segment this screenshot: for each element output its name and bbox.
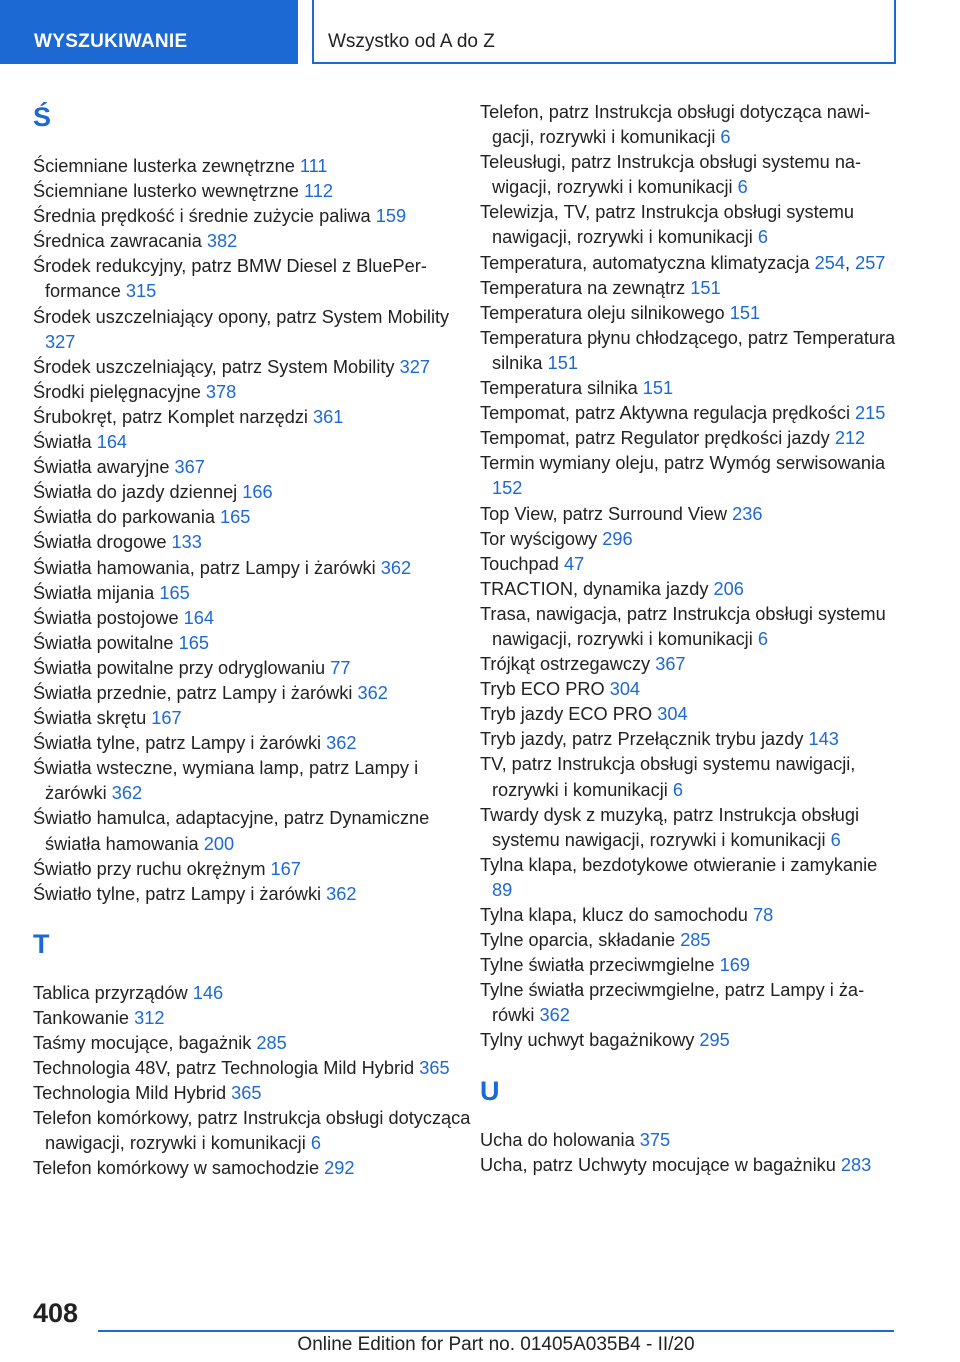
- index-entry-text: Tempomat, patrz Aktywna regulacja prędkości: [480, 403, 850, 424]
- index-entry-text: Temperatura oleju silnikowego: [480, 302, 725, 323]
- index-entry: [33, 505, 473, 530]
- page-reference-link[interactable]: 362: [111, 783, 143, 804]
- page-reference-link[interactable]: 236: [732, 503, 763, 524]
- page-reference-link[interactable]: 296: [602, 528, 633, 549]
- index-entry: [33, 806, 473, 856]
- index-entry-text: Śrubokręt, patrz Komplet narzędzi: [33, 406, 308, 427]
- section-tab[interactable]: WYSZUKIWANIE: [0, 0, 298, 64]
- index-entry: [480, 150, 900, 200]
- index-entry-text: Światło hamulca, adaptacyjne, patrz Dynamiczne światła hamowania: [33, 808, 430, 854]
- index-entry: [33, 882, 473, 907]
- index-entry-text: Światła awaryjne: [33, 457, 170, 478]
- index-entry-text: Technologia 48V, patrz Technologia Mild Hybrid: [33, 1058, 415, 1079]
- page-reference-link[interactable]: 257: [855, 252, 886, 273]
- page-reference-link[interactable]: 112: [303, 181, 333, 202]
- index-entry-text: Światła do jazdy dziennej: [33, 482, 238, 503]
- index-entry: [480, 652, 900, 677]
- index-entry: [480, 527, 900, 552]
- index-entry-text: Temperatura płynu chłodzącego, patrz Temperatura silnika: [480, 327, 896, 373]
- index-entry-text: Termin wymiany oleju, patrz Wymóg serwisowania: [480, 453, 886, 474]
- index-entry-text: Twardy dysk z muzyką, patrz Instrukcja obsługi systemu nawigacji, rozrywki i komunikacji: [480, 804, 860, 850]
- page-reference-link[interactable]: 89: [492, 879, 513, 900]
- page-reference-link[interactable]: 362: [357, 682, 388, 703]
- page-reference-link[interactable]: 152: [492, 478, 523, 499]
- index-entry: [480, 702, 900, 727]
- index-entry-text: Światła postojowe: [33, 607, 179, 628]
- index-entry-text: TV, patrz Instrukcja obsługi systemu nawigacji, rozrywki i komunikacji: [480, 754, 856, 800]
- index-entry: [33, 1056, 473, 1081]
- index-entry-text: Tankowanie: [33, 1007, 130, 1028]
- index-entry: [480, 326, 900, 376]
- index-entry: [33, 981, 473, 1006]
- index-entry: [480, 276, 900, 301]
- index-entry-text: Tor wyścigowy: [480, 528, 598, 549]
- index-column-left: [33, 100, 473, 1182]
- index-entry-text: Światła mijania: [33, 582, 155, 603]
- page-reference-link[interactable]: 6: [310, 1133, 321, 1154]
- index-entry-text: Środek uszczelniający opony, patrz System Mobility: [33, 306, 450, 327]
- index-entry-text: Telefon, patrz Instrukcja obsługi dotycząca nawigacji, rozrywki i komunikacji: [480, 102, 871, 148]
- page-reference-link[interactable]: 375: [639, 1129, 671, 1150]
- index-entry: [480, 426, 900, 451]
- index-entry: [33, 480, 473, 505]
- page-reference-link[interactable]: 143: [808, 729, 839, 750]
- index-entry: [33, 204, 473, 229]
- page-title: Wszystko od A do Z: [312, 0, 896, 64]
- index-entry-text: Ucha, patrz Uchwyty mocujące w bagażniku: [480, 1154, 836, 1175]
- page-reference-link[interactable]: 361: [313, 406, 344, 427]
- page-reference-link[interactable]: 295: [699, 1030, 730, 1051]
- page-reference-link[interactable]: 285: [256, 1033, 287, 1053]
- index-entry: [33, 1081, 473, 1106]
- index-column-right: [480, 100, 900, 1178]
- index-entry-text: Temperatura silnika: [480, 378, 638, 399]
- page-reference-link[interactable]: 146: [192, 982, 224, 1003]
- page-reference-link[interactable]: 6: [830, 829, 841, 850]
- page-reference-link[interactable]: 165: [220, 507, 251, 528]
- page-number: 408: [33, 1298, 79, 1328]
- index-entry: [33, 556, 473, 581]
- index-entry-text: Światła: [33, 432, 92, 453]
- page-reference-link[interactable]: 285: [680, 930, 711, 951]
- page-reference-link[interactable]: 111: [299, 156, 328, 176]
- index-entry-text: Trójkąt ostrzegawczy: [480, 654, 651, 675]
- page-reference-link[interactable]: 283: [840, 1154, 872, 1175]
- page-reference-link[interactable]: 312: [134, 1007, 165, 1028]
- edition-footer: Online Edition for Part no. 01405A035B4 - II/20: [297, 1334, 695, 1355]
- index-entry: [480, 552, 900, 577]
- index-entry: [480, 451, 900, 501]
- index-entry: [33, 731, 473, 756]
- index-entry-text: Telefon komórkowy w samochodzie: [33, 1158, 320, 1179]
- index-entry: [33, 380, 473, 405]
- index-entry-text: TRACTION, dynamika jazdy: [480, 578, 709, 599]
- index-entry: [480, 978, 900, 1028]
- index-entry: [33, 1106, 473, 1156]
- index-entry: [33, 681, 473, 706]
- index-entry: [480, 752, 900, 802]
- index-entry-text: Światła skrętu: [33, 708, 147, 729]
- index-entry: [480, 727, 900, 752]
- index-entry-text: Tablica przyrządów: [33, 982, 188, 1003]
- page-reference-link[interactable]: 212: [834, 428, 866, 449]
- index-entry-text: Taśmy mocujące, bagażnik: [33, 1033, 252, 1053]
- index-entry: [33, 179, 473, 204]
- footer-divider: [98, 1330, 894, 1332]
- index-entry: [480, 903, 900, 928]
- index-entry: [33, 530, 473, 555]
- index-entry-text: Tylna klapa, klucz do samochodu: [480, 905, 748, 925]
- index-entry: [33, 430, 473, 455]
- index-entry: [480, 803, 900, 853]
- index-entry: [33, 606, 473, 631]
- page-reference-link[interactable]: 6: [757, 227, 768, 248]
- index-entry: [33, 1031, 473, 1056]
- index-entry-text: Tempomat, patrz Regulator prędkości jazdy: [480, 428, 830, 449]
- index-entry-text: Środek uszczelniający, patrz System Mobility: [33, 356, 395, 377]
- page-header: [0, 0, 960, 66]
- index-entry-text: Tylna klapa, bezdotykowe otwieranie i zamykanie: [480, 854, 878, 875]
- index-entry: [33, 706, 473, 731]
- index-entry: [33, 455, 473, 480]
- index-letter-heading: T: [33, 928, 50, 959]
- index-entry-text: Średnica zawracania: [33, 231, 202, 252]
- page-reference-link[interactable]: 304: [609, 679, 641, 700]
- index-entry-text: Światła tylne, patrz Lampy i żarówki: [33, 733, 322, 754]
- index-letter-heading: Ś: [33, 102, 52, 132]
- page-reference-link[interactable]: 165: [159, 582, 190, 603]
- index-entry-text: Tylne światła przeciwmgielne, patrz Lampy i żarówki: [480, 980, 865, 1026]
- page-reference-link[interactable]: 327: [45, 331, 76, 352]
- index-entry-text: Touchpad: [480, 553, 559, 574]
- page-reference-link[interactable]: 47: [563, 553, 585, 574]
- page-reference-link[interactable]: 304: [657, 704, 688, 725]
- page-reference-link[interactable]: 165: [178, 632, 209, 653]
- page-reference-link[interactable]: 167: [270, 858, 301, 879]
- page-reference-link[interactable]: 169: [719, 955, 750, 976]
- index-entry: [33, 355, 473, 380]
- index-entry: [33, 254, 473, 304]
- index-entry-text: Światła drogowe: [33, 532, 167, 553]
- index-entry: [33, 1156, 473, 1181]
- index-entry: [480, 100, 900, 150]
- page-reference-link[interactable]: 206: [713, 578, 744, 599]
- index-entry: [480, 928, 900, 953]
- index-entry-text: Ściemniane lusterka zewnętrzne: [33, 156, 295, 176]
- index-entry-text: Światła do parkowania: [33, 507, 215, 528]
- index-entry: [480, 953, 900, 978]
- page-reference-link[interactable]: 254: [814, 252, 845, 273]
- index-entry: [33, 756, 473, 806]
- index-entry-text: Tylne oparcia, składanie: [480, 930, 676, 951]
- page-reference-link[interactable]: 6: [720, 127, 731, 148]
- page-reference-link[interactable]: 367: [174, 457, 205, 478]
- index-entry: [33, 405, 473, 430]
- page-reference-link[interactable]: 133: [171, 532, 202, 553]
- index-entry: [480, 376, 900, 401]
- page-reference-link[interactable]: 77: [330, 657, 351, 678]
- index-entry: [480, 677, 900, 702]
- index-entry: [33, 154, 473, 179]
- page-reference-link[interactable]: 166: [242, 482, 273, 503]
- index-entry: [480, 853, 900, 903]
- index-entry-text: Środek redukcyjny, patrz BMW Diesel z BluePerformance: [33, 256, 427, 302]
- index-entry-text: Telewizja, TV, patrz Instrukcja obsługi systemu nawigacji, rozrywki i komunikacji: [480, 202, 855, 248]
- index-entry: [33, 305, 473, 355]
- page-reference-link[interactable]: 315: [125, 281, 157, 302]
- page-reference-link[interactable]: 365: [231, 1083, 262, 1104]
- page-reference-link[interactable]: 367: [655, 654, 686, 675]
- index-entry: [480, 502, 900, 527]
- index-entry: Temperatura, automatyczna klimatyzacja 254, 257: [480, 252, 886, 273]
- page-reference-link[interactable]: 200: [203, 833, 235, 854]
- index-entry-text: Tryb ECO PRO: [480, 679, 605, 700]
- index-entry-text: Temperatura, automatyczna klimatyzacja: [480, 252, 810, 273]
- page-reference-link[interactable]: 164: [183, 607, 215, 628]
- page-reference-link[interactable]: 362: [326, 733, 357, 754]
- page-reference-link[interactable]: 362: [326, 883, 357, 904]
- page-reference-link[interactable]: 6: [737, 177, 748, 198]
- index-entry: [33, 857, 473, 882]
- index-entry-text: Tryb jazdy ECO PRO: [480, 704, 653, 725]
- index-entry: [33, 229, 473, 254]
- index-entry: [480, 1028, 900, 1053]
- index-letter-heading: U: [480, 1075, 500, 1106]
- page-reference-link[interactable]: 167: [151, 708, 182, 729]
- page-reference-link[interactable]: 382: [206, 231, 238, 252]
- index-entry: [480, 301, 900, 326]
- index-entry-text: Światła powitalne przy odryglowaniu: [33, 657, 326, 678]
- index-entry: [33, 1006, 473, 1031]
- index-entry-text: Tylny uchwyt bagażnikowy: [480, 1030, 695, 1051]
- index-entry-text: Światło tylne, patrz Lampy i żarówki: [33, 883, 322, 904]
- page-reference-link[interactable]: 378: [205, 381, 237, 402]
- index-entry-text: Trasa, nawigacja, patrz Instrukcja obsługi systemu nawigacji, rozrywki i komunikacji: [480, 603, 886, 649]
- index-entry-text: Środki pielęgnacyjne: [33, 381, 201, 402]
- page-reference-link[interactable]: 6: [672, 779, 684, 800]
- page-reference-link[interactable]: 215: [855, 403, 886, 424]
- page-reference-link[interactable]: 365: [419, 1058, 450, 1079]
- index-entry: [33, 581, 473, 606]
- index-entry-text: Ściemniane lusterko wewnętrzne: [33, 181, 299, 202]
- index-entry-text: Teleusługi, patrz Instrukcja obsługi systemu nawigacji, rozrywki i komunikacji: [480, 152, 862, 198]
- page-reference-link[interactable]: 362: [539, 1005, 570, 1026]
- index-entry-text: Temperatura na zewnątrz: [480, 277, 686, 298]
- page-reference-link[interactable]: 6: [757, 628, 768, 649]
- index-entry-text: Średnia prędkość i średnie zużycie paliwa: [33, 206, 371, 227]
- index-entry-text: Tylne światła przeciwmgielne: [480, 955, 715, 976]
- index-entry-text: Światła wsteczne, wymiana lamp, patrz Lampy i żarówki: [33, 758, 419, 804]
- index-entry-text: Top View, patrz Surround View: [480, 503, 728, 524]
- index-entry: [480, 200, 900, 250]
- index-entry-text: Telefon komórkowy, patrz Instrukcja obsługi dotycząca nawigacji, rozrywki i komunikacji: [33, 1108, 471, 1154]
- index-entry-text: Światła powitalne: [33, 632, 174, 653]
- page-reference-link[interactable]: 164: [96, 432, 128, 453]
- index-entry: [480, 577, 900, 602]
- index-entry-text: Światło przy ruchu okrężnym: [33, 858, 266, 879]
- index-entry-text: Tryb jazdy, patrz Przełącznik trybu jazdy: [480, 729, 804, 750]
- page-reference-link[interactable]: 292: [324, 1158, 355, 1179]
- page-reference-link[interactable]: 327: [399, 356, 430, 377]
- index-entry: [480, 602, 900, 652]
- index-entry-text: Światła przednie, patrz Lampy i żarówki: [33, 682, 353, 703]
- page-reference-link[interactable]: 151: [729, 302, 761, 323]
- index-entry: [33, 631, 473, 656]
- index-entry-text: Technologia Mild Hybrid: [33, 1083, 227, 1104]
- page-reference-link[interactable]: 362: [380, 557, 412, 578]
- page-reference-link[interactable]: 78: [752, 905, 774, 925]
- page-reference-link[interactable]: 151: [690, 277, 721, 298]
- page-reference-link[interactable]: 159: [375, 206, 407, 227]
- page-reference-link[interactable]: 151: [642, 378, 674, 399]
- index-entry: [33, 656, 473, 681]
- index-entry: [480, 1153, 900, 1178]
- index-entry: [480, 1128, 900, 1153]
- index-entry-text: Światła hamowania, patrz Lampy i żarówki: [33, 557, 376, 578]
- index-entry-text: Ucha do holowania: [480, 1129, 635, 1150]
- page-reference-link[interactable]: 151: [547, 352, 578, 373]
- index-entry: [480, 401, 900, 426]
